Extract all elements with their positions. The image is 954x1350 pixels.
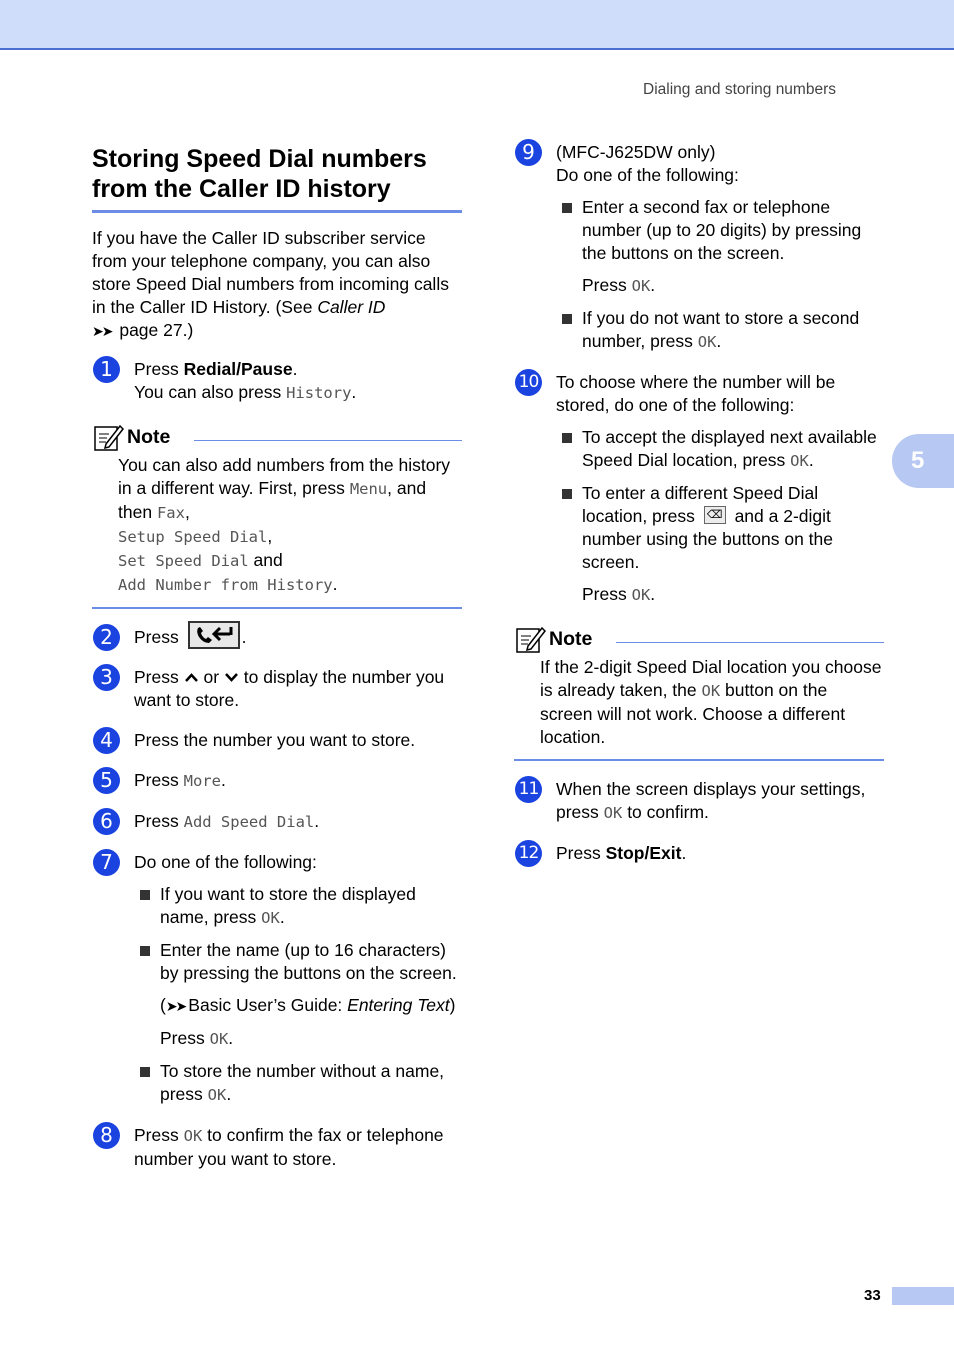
note-rule bbox=[616, 642, 884, 643]
redial-pause-key: Redial/Pause bbox=[183, 359, 293, 379]
add-speed-dial-key: Add Speed Dial bbox=[183, 813, 315, 832]
step-7-option-1: If you want to store the displayed name, press OK. bbox=[134, 883, 462, 930]
menu-key: Menu bbox=[349, 480, 388, 498]
step-7-option-2: Enter the name (up to 16 characters) by pressing the buttons on the screen. bbox=[134, 939, 462, 985]
step-number-10: 10 bbox=[515, 369, 542, 396]
double-arrow-icon: ➤➤ bbox=[92, 323, 112, 339]
step-9-option-1: Enter a second fax or telephone number (up to 20 digits) by pressing the buttons on the screen. bbox=[556, 196, 884, 265]
intro-paragraph bbox=[92, 227, 462, 343]
step-number-11: 11 bbox=[515, 776, 542, 803]
step-7-option-2-press: Press OK. bbox=[160, 1028, 234, 1049]
more-key: More bbox=[183, 772, 221, 791]
section-title: Storing Speed Dial numbers from the Caller ID history bbox=[92, 144, 462, 213]
stop-exit-key: Stop/Exit bbox=[605, 843, 682, 863]
backspace-key-icon: ⌫ bbox=[704, 506, 726, 524]
step-7-text: Do one of the following: bbox=[134, 852, 317, 873]
step-number-4: 4 bbox=[93, 727, 120, 754]
step-number-6: 6 bbox=[93, 808, 120, 835]
note-box-2 bbox=[514, 624, 884, 761]
step-10-option-2-press: Press OK. bbox=[582, 584, 656, 604]
note-body: You can also add numbers from the history in a different way. First, press Menu, and then Fax, Setup Speed Dial, Set Speed Dial and Add Number from History. bbox=[118, 455, 451, 594]
note-pencil-icon bbox=[514, 624, 546, 654]
step-number-2: 2 bbox=[93, 624, 120, 651]
step-8: 8 Press OK to confirm the fax or telephone number you want to store. bbox=[92, 1124, 462, 1171]
step-3: 3 Press or to display the number you want to store. bbox=[92, 666, 462, 712]
step-5: 5 Press More. bbox=[92, 769, 462, 793]
step-number-5: 5 bbox=[93, 767, 120, 794]
right-column bbox=[514, 141, 884, 882]
header-bar bbox=[0, 0, 954, 50]
step-number-3: 3 bbox=[93, 664, 120, 691]
step-6: 6 Press Add Speed Dial. bbox=[92, 810, 462, 834]
note-title: Note bbox=[549, 627, 593, 650]
running-head: Dialing and storing numbers bbox=[643, 81, 836, 98]
add-number-from-history-key: Add Number from History bbox=[118, 576, 333, 594]
note-box-1 bbox=[92, 422, 462, 609]
note-pencil-icon bbox=[92, 422, 124, 452]
note-header bbox=[514, 624, 884, 654]
step-9-model: (MFC-J625DW only) bbox=[556, 142, 716, 162]
step-4-text: Press the number you want to store. bbox=[134, 730, 416, 751]
step-10-option-1: To accept the displayed next available Speed Dial location, press OK. bbox=[556, 426, 884, 473]
intro-ref-page: page 27.) bbox=[114, 320, 194, 340]
step-10-text: To choose where the number will be stored, do one of the following: bbox=[556, 372, 836, 415]
page-number-bar bbox=[892, 1287, 954, 1305]
note-body: If the 2-digit Speed Dial location you choose is already taken, the OK button on the screen will not work. Choose a different location. bbox=[540, 657, 882, 747]
step-10 bbox=[514, 371, 884, 607]
step-7-option-3: To store the number without a name, press OK. bbox=[134, 1060, 462, 1107]
setup-speed-dial-key: Setup Speed Dial bbox=[118, 528, 268, 546]
note-rule bbox=[194, 440, 462, 441]
step-12: 12 Press Stop/Exit. bbox=[514, 842, 884, 865]
set-speed-dial-key: Set Speed Dial bbox=[118, 552, 249, 570]
step-7 bbox=[92, 851, 462, 1107]
chevron-down-icon bbox=[224, 671, 239, 683]
step-9 bbox=[514, 141, 884, 354]
step-number-8: 8 bbox=[93, 1122, 120, 1149]
step-number-1: 1 bbox=[93, 356, 120, 383]
chevron-up-icon bbox=[184, 671, 199, 683]
fax-key: Fax bbox=[156, 504, 185, 522]
page-number: 33 bbox=[864, 1287, 881, 1304]
step-4 bbox=[92, 729, 462, 752]
step-11: 11 When the screen displays your settings, press OK to confirm. bbox=[514, 778, 884, 825]
intro-ref-link: Caller ID bbox=[317, 297, 386, 317]
history-key: History bbox=[286, 384, 352, 402]
step-number-12: 12 bbox=[515, 840, 542, 867]
step-7-option-2-ref: (➤➤ Basic User’s Guide: Entering Text) bbox=[160, 995, 456, 1016]
step-number-7: 7 bbox=[93, 849, 120, 876]
caller-id-phone-key-icon bbox=[188, 621, 240, 649]
note-title: Note bbox=[127, 425, 171, 448]
step-9-option-2: If you do not want to store a second number, press OK. bbox=[556, 307, 884, 354]
basic-guide-ref: Entering Text bbox=[347, 995, 450, 1016]
step-number-9: 9 bbox=[515, 139, 542, 166]
intro-text: If you have the Caller ID subscriber service from your telephone company, you can also store Speed Dial numbers from incoming calls in the Caller ID History. (See bbox=[92, 228, 449, 317]
step-10-option-2: To enter a different Speed Dial location, press ⌫ and a 2-digit number using the buttons on the screen. bbox=[556, 482, 884, 574]
chapter-tab: 5 bbox=[892, 434, 954, 488]
step-2: 2 Press . bbox=[92, 626, 462, 649]
left-column bbox=[92, 144, 462, 1188]
step-9-option-1-press: Press OK. bbox=[582, 275, 656, 295]
step-1: 1 Press Redial/Pause. You can also press History. bbox=[92, 358, 462, 405]
note-header bbox=[92, 422, 462, 452]
double-arrow-icon: ➤➤ bbox=[165, 998, 186, 1015]
step-9-text: Do one of the following: bbox=[556, 165, 739, 185]
